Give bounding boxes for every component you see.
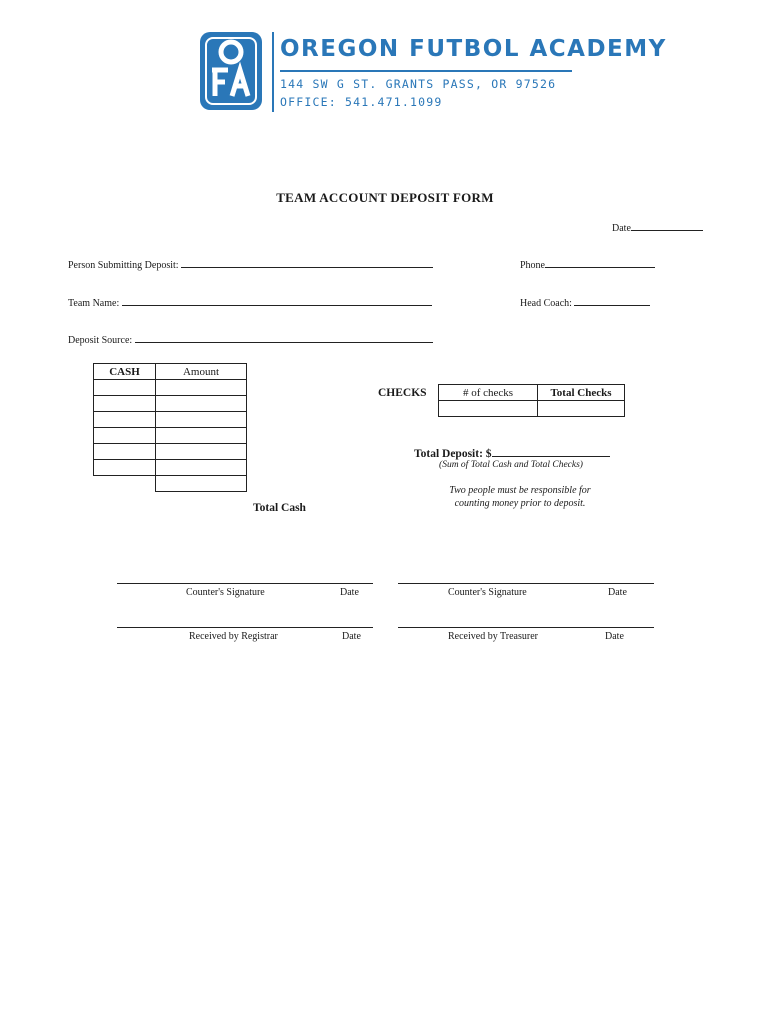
registrar-signature-line[interactable] [117,627,373,628]
cash-table [93,363,247,492]
amount-cell[interactable] [156,460,247,476]
total-cash-cell[interactable] [156,476,247,492]
ofa-logo [198,30,264,112]
amount-cell[interactable] [156,380,247,396]
org-name: OREGON FUTBOL ACADEMY [280,36,667,62]
amount-cell[interactable] [156,396,247,412]
team-field[interactable] [68,296,432,309]
counter-signature-line-right[interactable] [398,583,654,584]
total-deposit-label: Total Deposit: $ [414,448,492,460]
date-label: Date [612,223,631,234]
header-divider [280,70,572,72]
cash-cell[interactable] [94,396,156,412]
amount-header: Amount [156,364,247,380]
ofa-logo-icon [198,30,264,112]
amount-cell[interactable] [156,412,247,428]
counter-signature-label-right: Counter's Signature [448,587,527,598]
num-checks-header: # of checks [439,385,538,401]
person-label: Person Submitting Deposit: [68,260,179,271]
responsibility-line-1: Two people must be responsible for [449,485,591,496]
source-input-line[interactable] [135,333,433,343]
counter-signature-line-left[interactable] [117,583,373,584]
checks-label: CHECKS [378,387,427,399]
phone-field[interactable] [520,258,655,271]
phone-input-line[interactable] [545,258,655,268]
coach-field[interactable] [520,296,650,309]
form-title: TEAM ACCOUNT DEPOSIT FORM [276,190,494,205]
total-deposit-note: (Sum of Total Cash and Total Checks) [439,460,583,470]
header-divider-vertical [272,32,274,112]
amount-cell[interactable] [156,444,247,460]
empty-cell [94,476,156,492]
total-cash-label: Total Cash [253,502,306,514]
cash-cell[interactable] [94,444,156,460]
checks-table [438,384,625,417]
coach-input-line[interactable] [574,296,650,306]
cash-header: CASH [94,364,156,380]
phone-label: Phone [520,260,545,271]
cash-cell[interactable] [94,412,156,428]
received-treasurer-label: Received by Treasurer [448,631,538,642]
org-phone: OFFICE: 541.471.1099 [280,95,443,109]
cash-cell[interactable] [94,428,156,444]
num-checks-cell[interactable] [439,401,538,417]
team-input-line[interactable] [122,296,432,306]
coach-label: Head Coach: [520,298,572,309]
team-label: Team Name: [68,298,120,309]
person-field[interactable] [68,258,433,271]
received-registrar-label: Received by Registrar [189,631,278,642]
source-label: Deposit Source: [68,335,133,346]
treasurer-signature-line[interactable] [398,627,654,628]
cash-cell[interactable] [94,380,156,396]
org-address: 144 SW G ST. GRANTS PASS, OR 97526 [280,77,557,91]
total-deposit-input-line[interactable] [492,446,610,457]
source-field[interactable] [68,333,433,346]
responsibility-line-2: counting money prior to deposit. [454,498,586,509]
date-label-4: Date [605,631,624,642]
date-label-2: Date [608,587,627,598]
total-checks-header: Total Checks [538,385,625,401]
cash-cell[interactable] [94,460,156,476]
person-input-line[interactable] [181,258,433,268]
total-deposit-field[interactable] [414,446,610,460]
date-input-line[interactable] [631,221,703,231]
date-field[interactable] [612,221,703,234]
date-label-1: Date [340,587,359,598]
amount-cell[interactable] [156,428,247,444]
date-label-3: Date [342,631,361,642]
total-checks-cell[interactable] [538,401,625,417]
counter-signature-label-left: Counter's Signature [186,587,265,598]
